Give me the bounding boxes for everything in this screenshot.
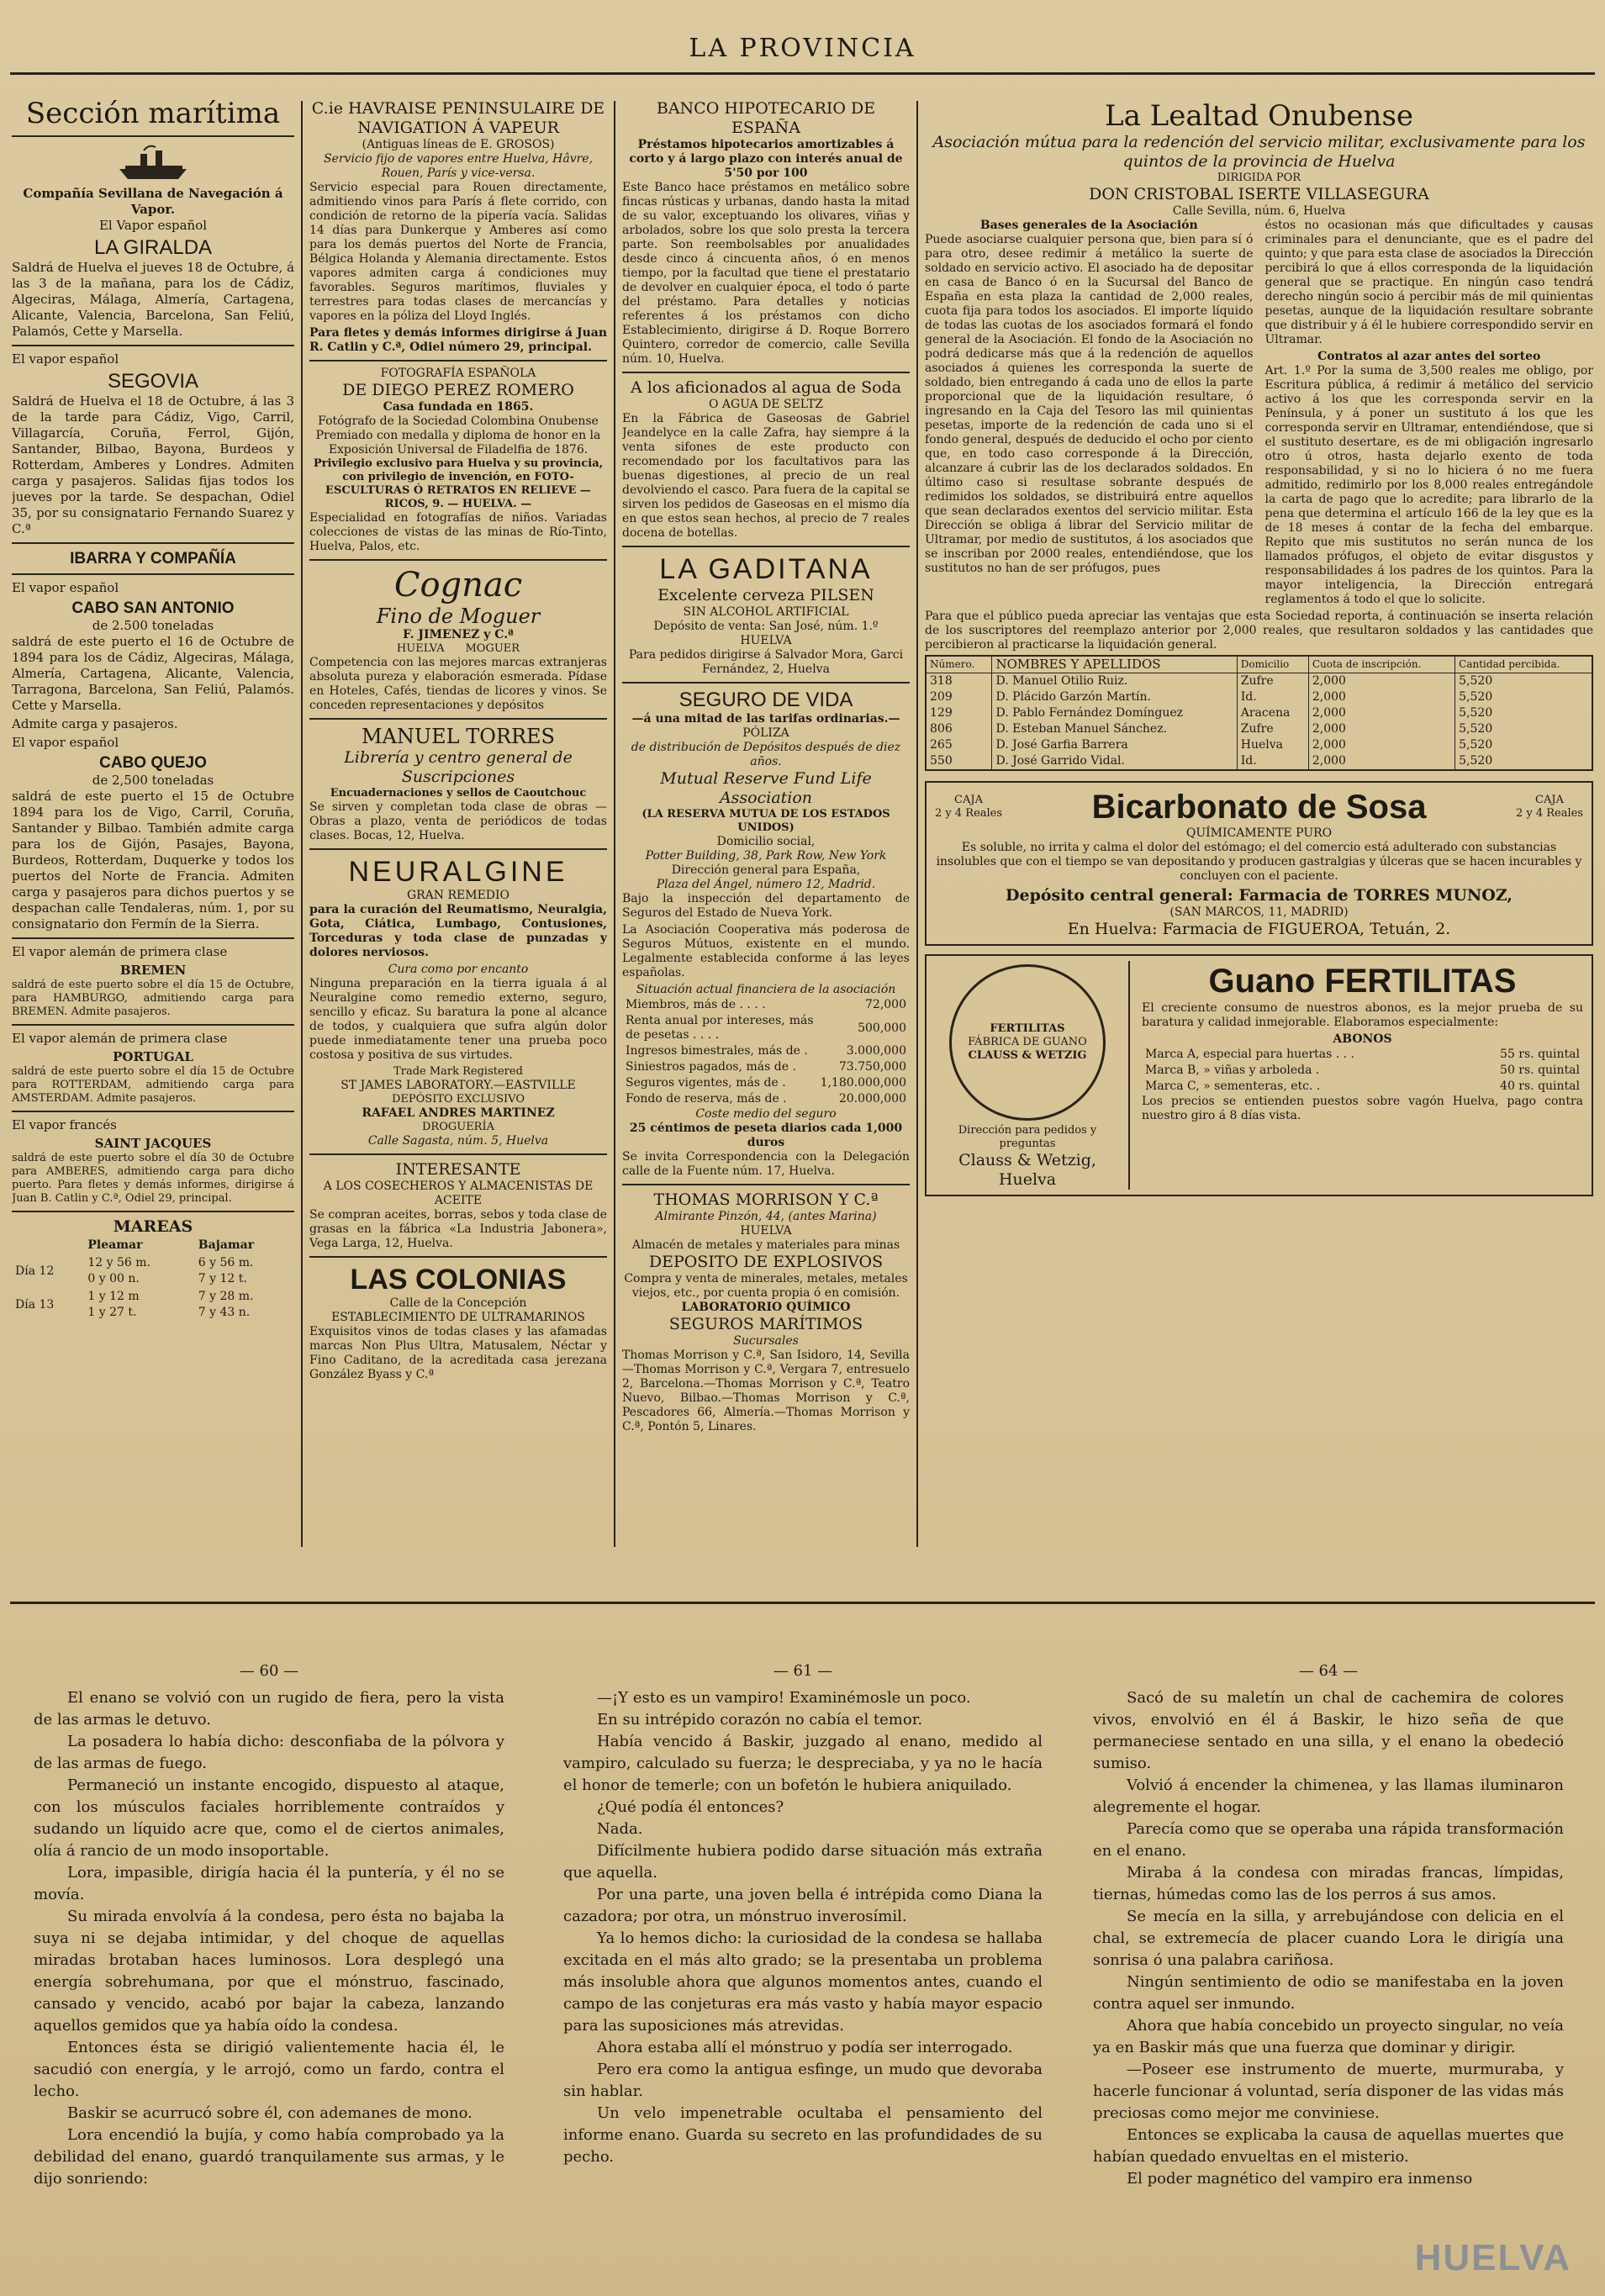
cell: D. José Garrido Vidal. [992,753,1237,770]
ship-intro: El vapor francés [12,1117,117,1132]
cognac-place: HUELVA MOGUER [396,642,520,655]
foto-spec: Especialidad en fotografías de niños. Variadas colecciones de vistas de las minas de Río-Tinto, Huelva, Palos, etc. [309,511,607,553]
guano-price-table [1142,1047,1583,1095]
price-row [1142,1079,1583,1095]
cell: 806 [926,721,992,737]
column-ads-4 [925,99,1593,1545]
finance-value: 73.750,000 [838,1060,906,1074]
ibarra-title: IBARRA Y COMPAÑÍA [70,550,236,567]
cell: 5,520 [1455,753,1592,770]
story-rule [10,1602,1595,1604]
bic-price: 2 y 4 Reales [1515,807,1583,820]
ship-intro: El vapor español [12,351,119,367]
ship-text: saldrá de este puerto el 16 de Octubre de 1894 para los de Cádiz, Algeciras, Málaga, Almería, Cartagena, Alicante, Valencia, Tarragona, Barcelona, San Feliú, Palamós. Cette y Marsella. [12,634,294,713]
table-row [926,721,1592,737]
cognac-text: Competencia con las mejores marcas extranjeras absoluta pureza y elaboración esmerada. Pídase en Hoteles, Cafés, tiendas de licores y vinos. Se conceden representaciones y depósitos [309,656,607,712]
cell: D. Manuel Otilio Ruiz. [992,673,1237,690]
table-header: Cantidad percibida. [1455,656,1592,673]
ship-text: saldrá de este puerto sobre el día 15 de Octubre para ROTTERDAM, admitiendo carga para AMSTERDAM. Admite pasajeros. [12,1065,294,1105]
cell: 209 [926,689,992,705]
lealtad-dir: DIRIGIDA POR [1217,172,1301,184]
ship-tons: de 2,500 toneladas [92,773,214,788]
top-rule [10,72,1595,75]
mutual-dom: Domicilio social, [716,835,816,848]
ship-text: saldrá de este puerto el 15 de Octubre 1894 para los de Vigo, Carril, Coruña, Santander y Bilbao. También admite carga para los de Gijón, Pasajes, Bayona, Burdeos, Rotterdam, Duquerke y todos los puertos del Norte de Francia. Admiten carga y pasajeros para dichos puertos y se despachan calle Tendaleras, núm. 1, por su consignatario don Fermín de la Sierra. [12,789,294,932]
neuralgine-text: para la curación del Reumatismo, Neuralgia, Gota, Ciática, Lumbago, Contusiones, Torceduras y toda clase de punzadas y dolores nerviosos. [309,903,607,959]
bic-caja: CAJA [1535,794,1564,806]
tide-value: 7 y 12 t. [198,1272,247,1285]
story-paragraph: —¡Y esto es un vampiro! Examinémosle un poco. [597,1689,971,1707]
story-paragraph: En su intrépido corazón no cabía el temor. [597,1711,923,1729]
morrison-text2: Compra y venta de minerales, metales, metales viejos, etc., por cuenta propia ó en comisión. [624,1272,908,1300]
bic-addr: (SAN MARCOS, 11, MADRID) [1169,905,1349,919]
tide-day: Día 13 [15,1297,55,1312]
story-paragraph: Pero era como la antigua esfinge, un mudo que devoraba sin hablar. [563,2061,1043,2100]
finance-row [622,997,910,1013]
ship-name: CABO QUEJO [99,754,207,772]
ship-tons: de 2.500 toneladas [92,618,214,633]
finance-value: 20.000,000 [838,1092,906,1106]
morrison-lab: LABORATORIO QUÍMICO [681,1301,851,1314]
cognac-sub: Fino de Moguer [376,604,541,628]
cell: 2,000 [1308,737,1455,753]
story-page-number: — 64 — [1298,1662,1359,1680]
tides-head [12,1237,84,1254]
story-paragraph: Había vencido á Baskir, juzgado al enano, medido al vampiro, calculado su fuerza; le despreciaba, y ya no le hacía el honor de temerle; con un bofetón le hubiera aniquilado. [563,1733,1043,1794]
lealtad-name: DON CRISTOBAL ISERTE VILLASEGURA [1089,185,1429,203]
table-header: Domicilio [1237,656,1308,673]
story-paragraph: ¿Qué podía él entonces? [597,1798,784,1816]
lealtad-text: Puede asociarse cualquier persona que, bien para sí ó para otro, desee redimir á metálico la suerte de soldado en servicio activo. El asociado ha de depositar en casa de Banco ó en la Sucursal del Banco de España en esta plaza la cantidad de 2,000 reales, cuota fija para todos los asociados. El importe líquido de todas las cuotas de los asociados formará el fondo general de la Asociación. El fondo de la Asociación no podrá dedicarse más que á la redención de aquellos asociados á quienes les corresponda la suerte de soldado, bien entregando á cada uno de ellos la parte proporcional que de la liquidación resultare, ó ingresando en la Caja del Tesoro las mil quinientas pesetas, importe de la redención de cada uno si el fondo general, después de deducido el ocho por ciento que, en todo caso corresponde á la Dirección, alcanzare á cubrir las de los declarados soldados. En último caso si resultase sobrante después de redimidos los soldados, se distribuirá entre aquellos que sean declarados exentos del servicio militar. Esta Dirección se obliga á librar del Servicio militar de Ultramar, por medio de sustitutos, á los asociados que se inscriban por 2000 reales, entendiéndose, que los sustitutos no han de ser prófugos, pues [925,233,1254,575]
guano-logo-top: FERTILITAS [990,1022,1065,1035]
cell: D. José Garfia Barrera [992,737,1237,753]
neuralgine-title: NEURALGINE [348,856,568,888]
column-divider [301,101,303,1547]
soda-title: A los aficionados al agua de Soda [630,378,902,397]
finance-value: 500,000 [858,1021,906,1035]
cell: 550 [926,753,992,770]
cell: 5,520 [1455,689,1592,705]
ship-text: Saldrá de Huelva el jueves 18 de Octubre, á las 3 de la mañana, para los de Cádiz, Algeciras, Málaga, Almería, Cartagena, Alicante, Valencia, Barcelona, San Feliú, Palamós, Cette y Marsella. [12,260,294,339]
seguro-poliza: PÓLIZA [742,726,789,740]
morrison-title: THOMAS MORRISON Y C.ª [653,1190,879,1209]
bic-dep: Depósito central general: Farmacia de TORRES MUNOZ, [1006,886,1513,905]
torres-text: Se sirven y completan toda clase de obras —Obras a plazo, venta de periódicos de todas clases. Bocas, 12, Huelva. [309,800,607,842]
story-paragraph: Lora, impasible, dirigía hacia él la puntería, y él no se movía. [34,1864,504,1903]
foto-text: Fotógrafo de la Sociedad Colombina Onubense Premiado con medalla y diploma de honor en la Exposición Universal de Filadelfia de 1876. [315,414,601,457]
colonias-sub2: ESTABLECIMIENTO DE ULTRAMARINOS [331,1311,585,1324]
neuralgine-drog2: DROGUERÍA [421,1121,494,1133]
story-paragraph: Volvió á encender la chimenea, y las llamas iluminaron alegremente el hogar. [1093,1776,1564,1816]
tides-row [12,1288,294,1322]
ship-intro: El vapor alemán de primera clase [12,944,228,959]
soldiers-table [925,655,1593,771]
bic-price: 2 y 4 Reales [935,807,1003,820]
neuralgine-drog: RAFAEL ANDRES MARTINEZ [362,1106,555,1120]
interesante-sub: A LOS COSECHEROS Y ALMACENISTAS DE ACEITE [323,1180,594,1207]
section-title: Sección marítima [25,97,281,130]
cell: Id. [1237,689,1308,705]
morrison-dep: DEPOSITO DE EXPLOSIVOS [648,1253,884,1271]
guano-text2: Los precios se entienden puestos sobre vagón Huelva, pago contra nuestro giro á 8 días vista. [1142,1095,1583,1122]
banco-title: BANCO HIPOTECARIO DE ESPAÑA [656,99,876,137]
ship-text: Saldrá de Huelva el 18 de Octubre, á las 3 de la tarde para Cádiz, Vigo, Carril, Villagarcía, Coruña, Ferrol, Gijón, Santander, Bilbao, Bayona, Burdeos y Rotterdam, Amberes y Londres. Admiten carga y pasajeros. Salidas fijas todos los jueves por la tarde. Se despachan, Odiel 35, por su consignatario Fernando Suarez y C.ª [12,393,294,536]
cell: Huelva [1237,737,1308,753]
tides-title: MAREAS [113,1217,193,1236]
tides-row [12,1254,294,1288]
story-paragraph: Por una parte, una joven bella é intrépida como Diana la cazadora; por otra, un mónstruo inverosímil. [563,1886,1043,1925]
gaditana-sub: Excelente cerveza PILSEN [657,586,874,604]
lealtad-text: Para que el público pueda apreciar las ventajas que esta Sociedad reporta, á continuación se inserta relación de los suscriptores del reemplazo anterior por 2,000 reales, que resultaron soldados y las cantidades que percibieron al practicarse la liquidación general. [925,610,1593,652]
ship-intro: El Vapor español [98,218,208,233]
finance-row [622,1091,910,1107]
cell: 265 [926,737,992,753]
story-paragraph: Miraba á la condesa con miradas francas, límpidas, tiernas, húmedas como las de los perros á sus amos. [1093,1864,1564,1903]
story-paragraph: Sacó de su maletín un chal de cachemira de colores vivos, envolvió en él á Baskir, le hizo seña de que permaneciese sentado en una silla, y el enano la obedeció sumiso. [1093,1689,1564,1772]
tide-value: 1 y 27 t. [87,1306,137,1319]
story-paragraph: Lora encendió la bujía, y como había comprobado ya la debilidad del enano, guardó tranquilamente sus armas, y le dijo sonriendo: [34,2126,504,2188]
finance-label: Miembros, más de . . . . [626,998,766,1011]
table-row [926,689,1592,705]
foto-founded: Casa fundada en 1865. [383,400,534,414]
cell: 2,000 [1308,721,1455,737]
story-page-60 [34,1660,504,2266]
lealtad-text: Art. 1.º Por la suma de 3,500 reales me obligo, por Escritura pública, á redimir á metálico del servicio activo á los que les corresponda servir en la Península, y á poner un sustituto á los que les corresponda servir en Ultramar, entendiéndose, que si el sustituto desertare, es de mi obligación ingresarlo otro ú otros, hasta dejarlo exento de toda responsabilidad, y si no lo hiciera ó no me fuera admitido, redimirlo por los 8,000 reales entregándole la carta de pago que lo acredite; para librarlo de la pena que determina el artículo 166 de la ley que es la de 18 meses á contar de la fecha del embarque. Repito que mis sustitutos no serán nunca de los llamados prófugos, el objeto de evitar disgustos y responsabilidades á los padres de los quintos. Para la mayor inteligencia, la Dirección entregará reglamentos á todo el que lo solicite. [1264,364,1593,606]
story-paragraph: Entonces se explicaba la causa de aquellas muertes que habían quedado envueltas en el misterio. [1093,2126,1564,2166]
guano-dir: Dirección para pedidos y preguntas [958,1124,1097,1150]
column-divider [614,101,615,1547]
morrison-seg: SEGUROS MARÍTIMOS [668,1315,863,1333]
finance-label: Seguros vigentes, más de . [626,1076,786,1090]
cell: D. Plácido Garzón Martín. [992,689,1237,705]
seguro-sub: —á una mitad de las tarifas ordinarias.— [631,712,900,726]
mutual-insp: Bajo la inspección del departamento de Seguros del Estado de Nueva York. [622,892,910,920]
ship-intro: El vapor español [12,735,119,750]
cell: 129 [926,705,992,721]
cell: 318 [926,673,992,690]
seguro-poliza2: de distribución de Depósitos después de diez años. [631,741,901,768]
banco-sub: Préstamos hipotecarios amortizables á corto y á largo plazo con interés anual de 5'50 por 100 [629,138,903,180]
torres-sub: Librería y centro general de Suscripciones [344,748,573,786]
table-row [926,753,1592,770]
lealtad-sub: Asociación mútua para la redención del servicio militar, exclusivamente para los quintos de la provincia de Huelva [932,133,1586,171]
torres-enc: Encuadernaciones y sellos de Caoutchouc [330,787,587,800]
cell: D. Esteban Manuel Sánchez. [992,721,1237,737]
ship-name: CABO SAN ANTONIO [71,599,235,617]
neuralgine-sub: GRAN REMEDIO [406,889,510,902]
tide-day: Día 12 [15,1264,55,1278]
neuralgine-dep: DEPÓSITO EXCLUSIVO [391,1093,525,1106]
havraise-text: Servicio especial para Rouen directamente, admitiendo vinos para París á flete corrido, con condición de retorno de la pipería vacía. Salidas 14 días para Dunkerque y Amberes así como para los demás puertos del Norte de Francia, Bélgica Holanda y Alemania directamente. Estos vapores admiten carga á condiciones muy favorables. Seguros marítimos, fluviales y terrestres para todas clases de mercancías y vapores en la póliza del Lloyd Inglés. [309,181,607,323]
banco-text: Este Banco hace préstamos en metálico sobre fincas rústicas y urbanas, dando hasta la mitad de su valor, exceptuando los olivares, viñas y arbolados, sobre los que solo presta la tercera parte. Son reembolsables por anualidades desde cinco á cincuenta años, ó en menos tiempo, por la facultad que tiene el prestatario de devolver en cualquier época, el todo ó parte del préstamo. Para detalles y noticias referentes á los préstamos con dicho Establecimiento, dirigirse á D. Roque Borrero Quintero, corredor de comercio, calle Sevilla núm. 10, Huelva. [622,181,910,366]
soda-text: En la Fábrica de Gaseosas de Gabriel Jeandelyce en la calle Zafra, hay siempre á la venta sifones de este producto con recomendado por los facultativos para las buenas digestiones, al precio de un real devolviendo el casco. Para fuera de la capital se sirven los pedidos de Gaseosas en el mismo día en que estos sean hechos, al precio de 7 reales docena de botellas. [622,412,910,540]
havraise-contact: Para fletes y demás informes dirigirse á Juan R. Catlin y C.ª, Odiel número 29, principal. [309,326,607,354]
foto-priv: Privilegio exclusivo para Huelva y su provincia, con privilegio de invención, en FOTO-ESCULTURAS Ó RETRATOS EN RELIEVE — RICOS, 9. — HUELVA. — [313,457,604,510]
tide-value: 1 y 12 m [87,1290,140,1303]
neuralgine-lab: ST JAMES LABORATORY.—EASTVILLE [341,1079,576,1092]
column-divider [916,101,918,1547]
bic-title: Bicarbonato de Sosa [1091,789,1427,826]
interesante-title: INTERESANTE [395,1160,521,1179]
column-ads-3 [622,99,910,1545]
tide-value: 6 y 56 m. [198,1256,254,1269]
guano-title: Guano FERTILITAS [1208,963,1517,1000]
cell: Zufre [1237,673,1308,690]
table-row [926,673,1592,690]
neuralgine-trade: Trade Mark Registered [393,1065,523,1078]
tide-value: 7 y 43 n. [198,1306,251,1319]
torres-title: MANUEL TORRES [361,725,555,748]
finance-value: 3.000,000 [846,1044,906,1058]
morrison-addr: Almirante Pinzón, 44, (antes Marina) [655,1210,877,1223]
cell: 2,000 [1308,705,1455,721]
havraise-sub: (Antiguas líneas de E. GROSOS) [362,138,555,151]
cognac-title: Cognac [393,566,523,604]
story-paragraph: El poder magnético del vampiro era inmenso [1127,2170,1473,2188]
story-paragraph: Se mecía en la silla, y arrebujándose con delicia en el chal, se extremecía de placer cuando Lora le dirigía una sonrisa ó una palabra cariñosa. [1093,1908,1564,1969]
price-value: 40 rs. quintal [1500,1079,1580,1093]
morrison-text: Almacén de metales y materiales para minas [631,1238,900,1252]
mutual-addr2: Plaza del Ángel, número 12, Madrid. [656,878,876,891]
story-paragraph: Difícilmente hubiera podido darse situación más extraña que aquella. [563,1842,1043,1882]
guano-abonos: ABONOS [1333,1032,1392,1046]
guano-ad [925,954,1593,1196]
ship-name: PORTUGAL [113,1049,193,1064]
story-paragraph: Baskir se acurrucó sobre él, con ademanes de mono. [67,2104,473,2122]
price-label: Marca C, » sementeras, etc. . [1145,1079,1321,1093]
gaditana-title: LA GADITANA [659,553,873,585]
table-row [926,705,1592,721]
colonias-title: LAS COLONIAS [350,1264,567,1296]
foto-title: FOTOGRAFÍA ESPAÑOLA [380,367,536,380]
interesante-text: Se compran aceites, borras, sebos y toda clase de grasas en la fábrica «La Industria Jabonera», Vega Larga, 12, Huelva. [309,1208,607,1250]
seguro-title: SEGURO DE VIDA [678,689,853,711]
bic-text: Es soluble, no irrita y calma el dolor del estómago; el del comercio está adulterado con substancias insolubles que con el tiempo se van depositando y producen gastralgias y úlceras que se hacen incurables y concluyen con el paciente. [936,841,1582,883]
bic-caja: CAJA [954,794,983,806]
guano-logo-bot: CLAUSS & WETZIG [968,1049,1087,1062]
ship-name: BREMEN [119,963,187,978]
price-value: 50 rs. quintal [1500,1064,1580,1077]
story-paragraph: La posadera lo había dicho: desconfiaba de la pólvora y de las armas de fuego. [34,1733,504,1772]
table-header: Cuota de inscripción. [1308,656,1455,673]
gaditana-contact: Para pedidos dirigirse á Salvador Mora, Garci Fernández, 2, Huelva [628,648,904,676]
tides-head: Bajamar [198,1238,255,1252]
story-paragraph: Ahora que había concebido un proyecto singular, no veía ya en Baskir más que una fuerza que dominar y dirigir. [1093,2017,1564,2056]
finance-value: 1,180.000,000 [820,1076,906,1090]
neuralgine-addr: Calle Sagasta, núm. 5, Huelva [367,1134,549,1148]
cognac-maker: F. JIMENEZ y C.ª [403,628,514,641]
colonias-text: Exquisitos vinos de todas clases y las afamadas marcas Non Plus Ultra, Matusalem, Néctar y Fino Caditano, de la acreditada casa jerezana González Byass y C.ª [309,1325,607,1381]
story-page-61 [563,1660,1043,2266]
ship-text: saldrá de este puerto sobre el día 30 de Octubre para AMBERES, admitiendo carga para dicho puerto. Para fletes y demás informes, dirigirse á Juan B. Catlin y C.ª, Odiel 29, principal. [12,1152,294,1205]
ship-name: LA GIRALDA [93,236,213,259]
story-paragraph: Entonces ésta se dirigió valientemente hacia él, le sacudió con energía, y le arrojó, como un fardo, contra el lecho. [34,2039,504,2100]
story-paragraph: Ya lo hemos dicho: la curiosidad de la condesa se hallaba excitada en el más alto grado; se la presentaba un problema más insoluble ahora que algunos momentos antes, cuando el campo de las conjeturas era más vasto y había mayor espacio para las suposiciones más atrevidas. [563,1929,1043,2035]
colonias-sub: Calle de la Concepción [389,1296,527,1310]
foto-name: DE DIEGO PEREZ ROMERO [342,381,574,399]
ship-intro: El vapor español [12,580,119,595]
price-row [1142,1047,1583,1063]
cell: Aracena [1237,705,1308,721]
gaditana-sub2: SIN ALCOHOL ARTIFICIAL [683,605,849,619]
morrison-suc: Sucursales [733,1334,799,1348]
lealtad-title: La Lealtad Onubense [1104,99,1414,133]
story-paragraph: Parecía como que se operaba una rápida transformación en el enano. [1093,1820,1564,1860]
finance-label: Fondo de reserva, más de . [626,1092,787,1106]
gaditana-dep: Depósito de venta: San José, núm. 1.º [653,620,879,633]
story-paragraph: Un velo impenetrable ocultaba el pensamiento del informe enano. Guarda su secreto en las profundidades de su pecho. [563,2104,1043,2166]
story-paragraph: Nada. [597,1820,643,1838]
finance-label: Renta anual por intereses, más de pesetas . . . . [626,1014,814,1042]
guano-logo [949,964,1106,1121]
ship-admit: Admite carga y pasajeros. [12,716,178,731]
ship-name: SEGOVIA [107,370,199,393]
price-value: 55 rs. quintal [1500,1048,1580,1061]
finance-label: Siniestros pagados, más de . [626,1060,796,1074]
mutual-cost2: 25 céntimos de peseta diarios cada 1,000 duros [629,1122,903,1149]
archive-watermark: HUELVA [1414,2237,1571,2278]
story-page-64 [1093,1660,1564,2266]
cell: 5,520 [1455,673,1592,690]
table-header: Número. [926,656,992,673]
guano-text: El creciente consumo de nuestros abonos, es la mejor prueba de su baratura y calidad inmejorable. Elaboramos especialmente: [1142,1001,1583,1029]
mutual-addr: Potter Building, 38, Park Row, New York [645,849,887,863]
lealtad-azar: Contratos al azar antes del sorteo [1317,350,1541,363]
table-header: NOMBRES Y APELLIDOS [992,656,1237,673]
price-label: Marca B, » viñas y arboleda . [1145,1064,1320,1077]
mutual-sub: (LA RESERVA MUTUA DE LOS ESTADOS UNIDOS) [641,808,890,834]
finance-label: Ingresos bimestrales, más de . [626,1044,808,1058]
column-maritime [12,97,294,1551]
company-name: Compañía Sevillana de Navegación á Vapor. [23,186,283,217]
column-ads-2 [309,99,607,1545]
cell: Id. [1237,753,1308,770]
tides-head: Pleamar [87,1238,143,1252]
story-paragraph: Ahora estaba allí el mónstruo y podía ser interrogado. [597,2039,1013,2056]
mutual-title: Mutual Reserve Fund Life Association [660,769,872,807]
story-paragraph: —Poseer ese instrumento de muerte, murmuraba, y hacerle funcionar á voluntad, sería disponer de las vidas más preciosas como mejor me conviniese. [1093,2061,1564,2122]
mutual-cost: Coste medio del seguro [695,1107,837,1121]
cell: D. Pablo Fernández Domínguez [992,705,1237,721]
story-paragraph: El enano se volvió con un rugido de fiera, pero la vista de las armas le detuvo. [34,1689,504,1729]
cell: Zufre [1237,721,1308,737]
mutual-finance-table [622,997,910,1107]
story-page-number: — 60 — [239,1662,299,1680]
mutual-text: La Asociación Cooperativa más poderosa de Seguros Mútuos, existente en el mundo. Legalmente establecida conforme á las leyes españolas. [622,923,910,979]
neuralgine-text2: Ninguna preparación en la tierra iguala á al Neuralgine como remedio externo, seguro, sencillo y eficaz. Su baratura la pone al alcance de todos, y cualquiera que sufra algún dolor puede inmediatamente tener una prueba poco costosa y positiva de sus virtudes. [309,977,607,1062]
finance-row [622,1075,910,1091]
ship-name: SAINT JACQUES [94,1136,212,1151]
finance-row [622,1013,910,1043]
havraise-sub2: Servicio fijo de vapores entre Huelva, Hâvre, Rouen, París y vice-versa. [323,152,594,180]
table-row [926,737,1592,753]
steamship-icon [115,142,191,182]
finance-row [622,1059,910,1075]
cell: 2,000 [1308,753,1455,770]
story-paragraph: Permaneció un instante encogido, dispuesto al ataque, con los músculos faciales horriblemente contraídos y sudando un líquido acre que, como el de ciertos animales, olía á rancio de un modo insoportable. [34,1776,504,1860]
story-page-number: — 61 — [773,1662,833,1680]
neuralgine-cura: Cura como por encanto [388,963,529,976]
cell: 2,000 [1308,673,1455,690]
mutual-sit: Situación actual financiera de la asociación [636,983,896,996]
guano-firm: Clauss & Wetzig, Huelva [958,1151,1096,1189]
story-paragraph: Ningún sentimiento de odio se manifestaba en la joven contra aquel ser inmundo. [1093,1973,1564,2013]
cell: 2,000 [1308,689,1455,705]
tides-table [12,1237,294,1322]
mutual-invite: Se invita Correspondencia con la Delegación calle de la Fuente núm. 17, Huelva. [622,1150,910,1178]
havraise-title: C.ie HAVRAISE PENINSULAIRE DE NAVIGATION Á VAPEUR [311,99,605,137]
lealtad-addr: Calle Sevilla, núm. 6, Huelva [1172,204,1346,218]
morrison-text3: Thomas Morrison y C.ª, San Isidoro, 14, Sevilla—Thomas Morrison y C.ª, Vergara 7, entresuelo 2, Barcelona.—Thomas Morrison y C.ª, Teatro Nuevo, Bilbao.—Thomas Morrison y C.ª, Pescadores 66, Almería.—Thomas Morrison y C.ª, Pontón 5, Linares. [622,1349,910,1433]
guano-logo-mid: FÁBRICA DE GUANO [968,1036,1087,1048]
lealtad-bases: Bases generales de la Asociación [979,219,1198,232]
story-paragraph: Su mirada envolvía á la condesa, pero ésta no bajaba la suya ni se dejaba intimidar, y del choque de aquellas miradas brotaban haces luminosos. Lora desplegó una energía sobrehumana, por que el mónstruo, fascinado, cansado y vencido, acabó por bajar la cabeza, lanzando aquellos gemidos que ya había oído la condesa. [34,1908,504,2035]
ship-text: saldrá de este puerto sobre el día 15 de Octubre, para HAMBURGO, admitiendo carga para BREMEN. Admite pasajeros. [12,979,294,1018]
tide-value: 0 y 00 n. [87,1272,140,1285]
bic-huelva: En Huelva: Farmacia de FIGUEROA, Tetuán, 2. [1067,920,1451,938]
cell: 5,520 [1455,705,1592,721]
tide-value: 7 y 28 m. [198,1290,254,1303]
ship-intro: El vapor alemán de primera clase [12,1031,228,1046]
cell: 5,520 [1455,721,1592,737]
lealtad-text: éstos no ocasionan más que dificultades y causas criminales para el denunciante, que es el padre del quinto; y que para esta clase de asociados la Dirección percibirá lo que á ellos corresponda de la liquidación general que se practique. En ningún caso tendrá derecho ningún socio á percibir más de mil quinientas pesetas, aunque de la liquidación resultare sobrante que distribuir y á él le hubiere correspondido servir en Ultramar. [1264,219,1593,346]
morrison-city: HUELVA [740,1224,792,1238]
tide-value: 12 y 56 m. [87,1256,151,1269]
price-label: Marca A, especial para huertas . . . [1145,1048,1354,1061]
price-row [1142,1063,1583,1079]
gaditana-city: HUELVA [740,634,792,647]
finance-row [622,1043,910,1059]
mutual-dir: Dirección general para España, [671,863,861,877]
soda-sub: O AGUA DE SELTZ [708,398,824,411]
cell: 5,520 [1455,737,1592,753]
finance-value: 72,000 [865,998,906,1011]
bicarbonato-ad [925,781,1593,946]
bic-sub: QUÍMICAMENTE PURO [1185,826,1333,840]
masthead: LA PROVINCIA [689,34,916,63]
